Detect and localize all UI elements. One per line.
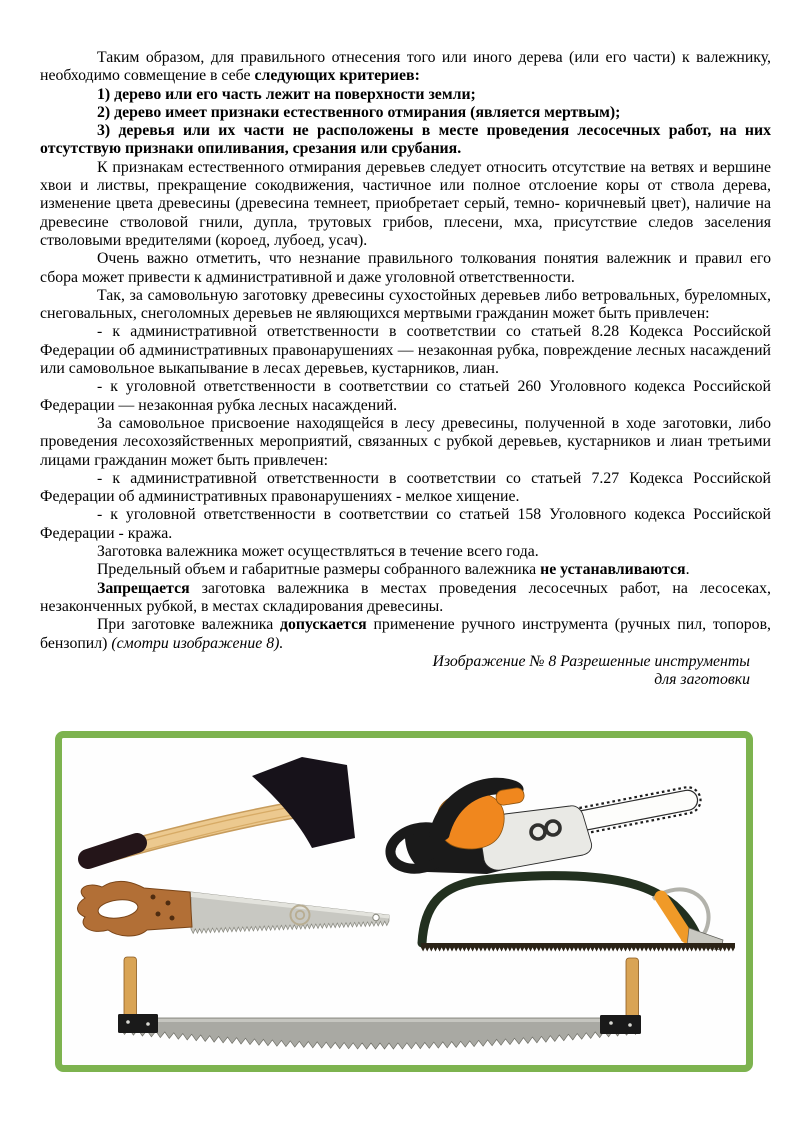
prohibited-paragraph: Запрещается заготовка валежника в местах проведения лесосечных работ, на лесосеках, незаконченных рубкой, в местах складирования древесины.: [40, 579, 771, 615]
criterion-3: 3) деревья или их части не расположены в месте проведения лесосечных работ, на них отсутствую признаки опиливания, срезания или срубания.: [40, 122, 771, 158]
intro-paragraph: Таким образом, для правильного отнесения того или иного дерева (или его части) к валежнику, необходимо совмещение в себе следующих критериев:: [40, 49, 771, 85]
figure-caption-line-1: Изображение № 8 Разрешенные инструменты: [432, 652, 750, 670]
criterion-1: 1) дерево или его часть лежит на поверхности земли;: [97, 85, 476, 103]
rivet: [628, 1023, 632, 1027]
two-man-saw-right-bracket: [600, 1015, 641, 1034]
liability-intro: Так, за самовольную заготовку древесины сухостойных деревьев либо ветровальных, буреломных, снеговальных, снеголомных деревьев не являющихся мертвыми гражданин может быть привлечен:: [40, 286, 771, 323]
screw: [166, 901, 171, 906]
rivet: [126, 1020, 130, 1024]
rivet: [609, 1021, 613, 1025]
screw: [170, 916, 175, 921]
volume-paragraph: Предельный объем и габаритные размеры собранного валежника не устанавливаются.: [97, 561, 690, 579]
hand-saw-hole: [373, 914, 379, 920]
text-block: [40, 49, 771, 689]
tools-paragraph: При заготовке валежника допускается применение ручного инструмента (ручных пил, топоров, бензопил) (смотри изображение 8).: [40, 616, 771, 652]
tools-image: [55, 731, 753, 1073]
screw: [151, 895, 156, 900]
figure-8-tools: [55, 731, 753, 1073]
criminal-liability-260: - к уголовной ответственности в соответствии со статьей 260 Уголовного кодекса Российской Федерации — незаконная рубка лесных насаждений.: [40, 378, 771, 414]
two-man-saw-blade-highlight: [121, 1019, 639, 1023]
admin-liability-828: - к административной ответственности в соответствии со статьей 8.28 Кодекса Российской Федерации об административных правонарушениях — незаконная рубка, повреждение лесных насаждений или самовольное выкапывание в лесах деревьев, кустарников, лиан.: [40, 323, 771, 378]
screw: [156, 912, 161, 917]
two-man-saw-left-bracket: [118, 1014, 158, 1033]
figure-caption-line-2: для заготовки: [654, 671, 750, 689]
two-man-saw-right-handle: [626, 958, 639, 1019]
appropriation-intro: За самовольное присвоение находящейся в лесу древесины, полученной в ходе заготовки, либо проведения лесохозяйственных мероприятий, связанных с рубкой деревьев, кустарников и лиан третьими лицами гражданин может быть привлечен:: [40, 414, 771, 469]
criminal-liability-158: - к уголовной ответственности в соответствии со статьей 158 Уголовного кодекса Российской Федерации - кража.: [40, 506, 771, 542]
warning-paragraph: Очень важно отметить, что незнание правильного толкования понятия валежник и правил его сбора может привести к административной и даже уголовной ответственности.: [40, 250, 771, 286]
rivet: [146, 1022, 150, 1026]
criterion-2: 2) дерево имеет признаки естественного отмирания (является мертвым);: [97, 103, 621, 121]
season-paragraph: Заготовка валежника может осуществляться в течение всего года.: [97, 543, 539, 561]
admin-liability-727: - к административной ответственности в соответствии со статьей 7.27 Кодекса Российской Федерации об административных правонарушениях - мелкое хищение.: [40, 469, 771, 506]
signs-paragraph: К признакам естественного отмирания деревьев следует относить отсутствие на ветвях и вершине хвои и листвы, прекращение сокодвижения, частичное или полное отслоение коры от ствола дерева, изменение цвета древесины (древесина темнеет, приобретает серый, темно- коричневый цвет), наличие на древесине стволовой гнили, дупла, трутовых грибов, плесени, мха, присутствие следов заселения стволовыми вредителями (короед, лубоед, усач).: [40, 158, 771, 249]
two-man-saw-left-handle: [124, 957, 137, 1019]
